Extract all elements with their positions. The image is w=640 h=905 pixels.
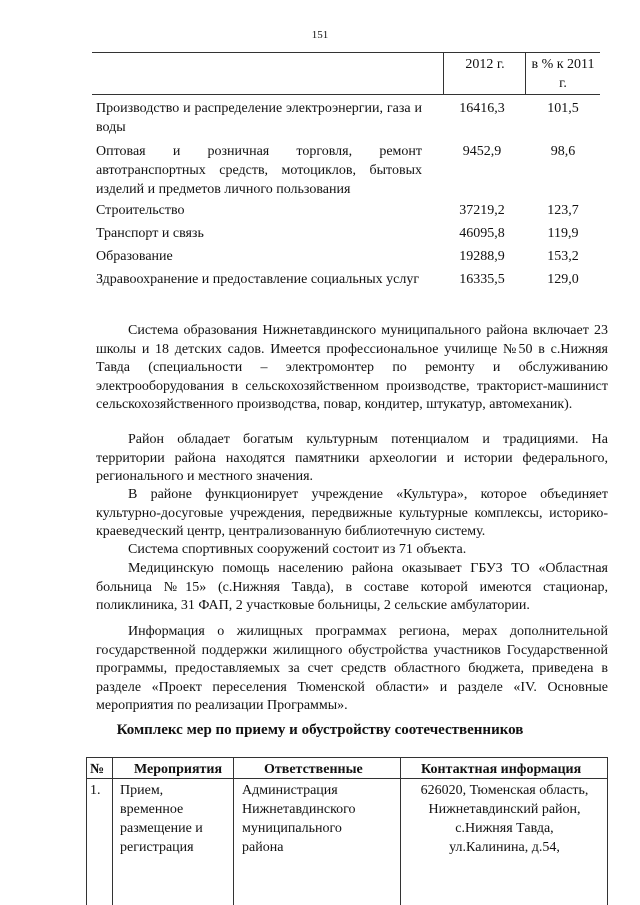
text-line: размещение и	[120, 821, 203, 836]
measures-col-divider-0	[86, 757, 87, 905]
stats-row-percent: 119,9	[547, 226, 579, 241]
text-line: Нижнетавдинский район,	[428, 802, 581, 817]
stats-row-value: 19288,9	[459, 249, 505, 264]
text-line: с.Нижняя Тавда,	[455, 821, 554, 836]
stats-row-value: 16335,5	[459, 272, 505, 287]
measures-col-divider-1	[112, 757, 113, 905]
measures-row-num: 1.	[90, 783, 101, 798]
measures-row-responsible	[242, 781, 356, 857]
stats-row-label: Производство и распределение электроэнергии, газа и воды	[96, 101, 422, 135]
table-header-border	[92, 94, 600, 95]
stats-row-label: Транспорт и связь	[96, 226, 204, 241]
stats-row-percent: 123,7	[547, 203, 579, 218]
stats-row-percent: 153,2	[547, 249, 579, 264]
text-line: муниципального	[242, 821, 342, 836]
stats-row-label: Строительство	[96, 203, 185, 218]
measures-row-action	[120, 781, 203, 857]
measures-header-contact: Контактная информация	[421, 762, 582, 777]
text-line: района	[242, 840, 284, 855]
stats-row-value: 46095,8	[459, 226, 505, 241]
paragraph-medicine: Медицинскую помощь населению района оказывает ГБУЗ ТО «Областная больница №15» (с.Нижняя Тавда), в составе которой имеются стационар, поликлиника, 31 ФАП, 2 участковые больницы, 2 сельские амбулатории.	[96, 561, 608, 613]
stats-row-percent: 129,0	[547, 272, 579, 287]
measures-col-divider-2	[233, 757, 234, 905]
measures-top-border	[86, 757, 608, 758]
text-line: Администрация	[242, 783, 338, 798]
measures-col-divider-3	[400, 757, 401, 905]
stats-row-percent: 98,6	[550, 144, 576, 159]
stats-row-value: 37219,2	[459, 203, 505, 218]
page-number: 151	[311, 29, 329, 41]
paragraph-culture: Район обладает богатым культурным потенциалом и традициями. На территории района находятся памятники археологии и истории федерального, регионального и местного значения.	[96, 432, 608, 484]
measures-header-num: №	[90, 762, 105, 777]
measures-col-divider-4	[607, 757, 608, 905]
text-line: ул.Калинина, д.54,	[449, 840, 560, 855]
table-top-border	[92, 52, 600, 53]
stats-row-value: 9452,9	[462, 144, 502, 159]
measures-row-contact	[407, 781, 602, 857]
table-col-divider-1	[443, 52, 444, 94]
measures-header-responsible: Ответственные	[264, 762, 363, 777]
paragraph-education: Система образования Нижнетавдинского муниципального района включает 23 школы и 18 детских садов. Имеется профессиональное училище №50 в с.Нижняя Тавда (специальности – электромонтер по ремонту и обслуживанию электрооборудования в сельскохозяйственном производстве, тракторист-машинист сельскохозяйственного производства, повар, кондитер, штукатур, автомеханик).	[96, 323, 608, 412]
paragraph-housing: Информация о жилищных программах региона, мерах дополнительной государственной поддержки жилищного обустройства участников Государственной программы, предоставляемых за счет средств областного бюджета, приведена в разделе «Проект переселения Тюменской области» и разделе «IV. Основные мероприятия по реализации Программы».	[96, 624, 608, 713]
stats-row-value: 16416,3	[459, 101, 505, 116]
paragraph-sports: Система спортивных сооружений состоит из 71 объекта.	[128, 542, 467, 557]
paragraph-culture-institution: В районе функционирует учреждение «Культура», которое объединяет культурно-досуговые учреждения, передвижные культурные комплексы, историко-краеведческий центр, централизованную библиотечную систему.	[96, 487, 608, 539]
stats-row-label: Оптовая и розничная торговля, ремонт автотранспортных средств, мотоциклов, бытовых изделий и предметов личного пользования	[96, 144, 422, 197]
header-percent: в % к 2011 г.	[531, 57, 595, 91]
table-col-divider-2	[525, 52, 526, 94]
measures-header-action: Мероприятия	[134, 762, 223, 777]
measures-heading: Комплекс мер по приему и обустройству соотечественников	[116, 722, 524, 738]
text-line: временное	[120, 802, 184, 817]
stats-row-label: Образование	[96, 249, 173, 264]
text-line: регистрация	[120, 840, 194, 855]
header-2012: 2012 г.	[465, 57, 505, 72]
stats-row-percent: 101,5	[547, 101, 579, 116]
text-line: Прием,	[120, 783, 164, 798]
text-line: Нижнетавдинского	[242, 802, 356, 817]
text-line: 626020, Тюменская область,	[420, 783, 589, 798]
stats-row-label: Здравоохранение и предоставление социальных услуг	[96, 272, 420, 287]
